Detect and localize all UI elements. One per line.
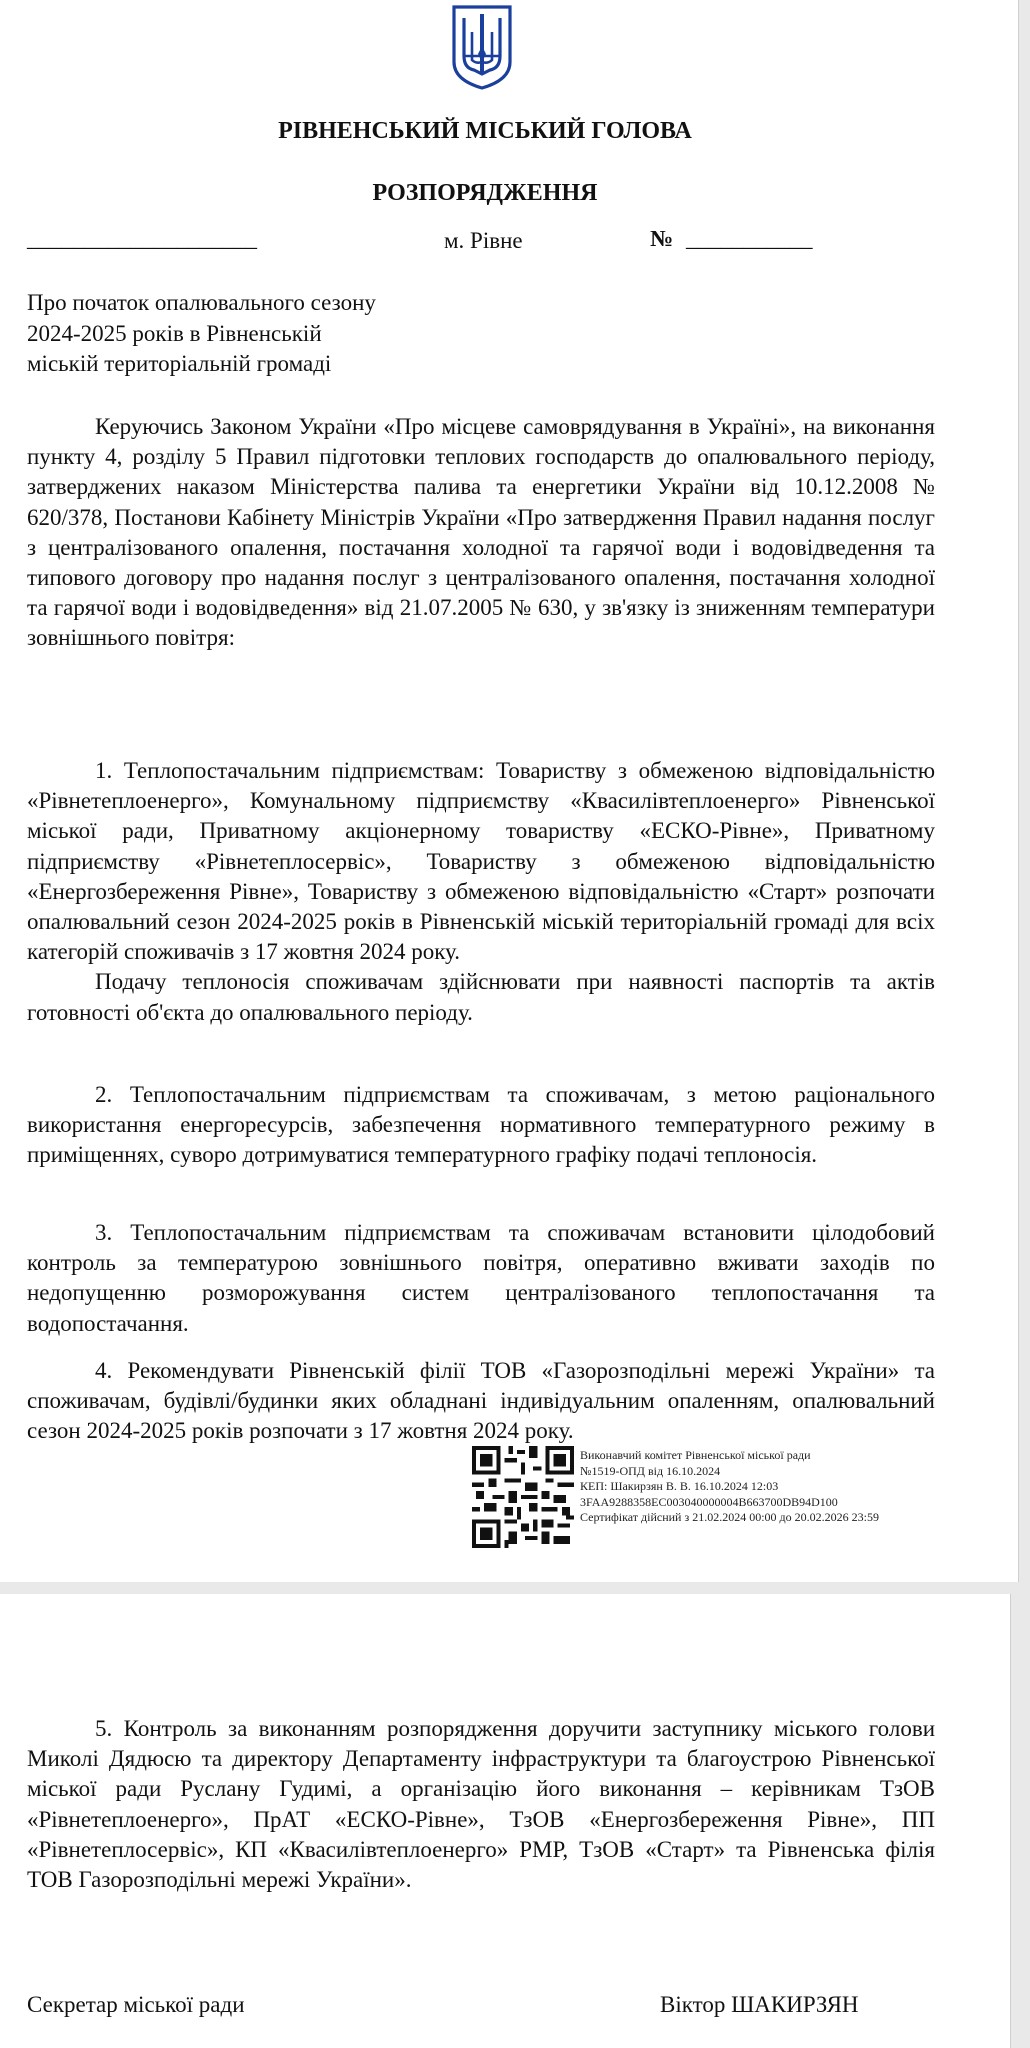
- subject-line: 2024-2025 років в Рівненській: [27, 320, 322, 346]
- item-2: 2. Теплопостачальним підприємствам та споживачам, з метою раціонального використання енергоресурсів, забезпечення нормативного температурного режиму в приміщеннях, суворо дотримуватися температурного графіку подачі теплоносія.: [27, 1082, 935, 1168]
- subject-line: міській територіальній громаді: [27, 351, 332, 376]
- signature-name: Віктор ШАКИРЗЯН: [660, 1992, 859, 2017]
- item-3: 3. Теплопостачальним підприємствам та споживачам встановити цілодобовий контроль за температурою зовнішнього повітря, оперативно вживати заходів по недопущенню розморожування систем централізованого теплопостачання та водопостачання.: [27, 1220, 935, 1336]
- subject-block: [27, 288, 376, 380]
- stamp-line: №1519-ОПД від 16.10.2024: [580, 1463, 721, 1478]
- subject-line: Про початок опалювального сезону: [27, 290, 376, 315]
- item-5: 5. Контроль за виконанням розпорядження доручити заступнику міського голови Миколі Дядюсю та директору Департаменту інфраструктури та благоустрою Рівненської міської ради Руслану Гудимі, а організацію його виконання – керівникам ТзОВ «Рівнетеплоенерго», ПрАТ «ЕСКО-Рівне», ТзОВ «Енергозбереження Рівне», ПП «Рівнетеплосервіс», КП «Квасилівтеплоенерго» РМР, ТзОВ «Старт» та Рівненська філія ТОВ Газорозподільні мережі України».: [27, 1716, 935, 1893]
- stamp-line: 3FAA9288358EC003040000004B663700DB94D100: [580, 1494, 838, 1509]
- city-label: м. Рівне: [444, 228, 523, 253]
- coat-of-arms-icon: [450, 4, 514, 90]
- preamble: Керуючись Законом України «Про місцеве самоврядування в Україні», на виконання пункту 4, розділу 5 Правил підготовки теплових господарств до опалювального періоду, затверджених наказом Міністерства палива та енергетики України від 10.12.2008 № 620/378, Постанови Кабінету Міністрів України «Про затвердження Правил надання послуг з централізованого опалення, постачання холодної та гарячої води і водовідведення та типового договору про надання послуг з централізованого опалення, постачання холодної та гарячої води і водовідведення» від 21.07.2005 № 630, у зв'язку із зниженням температури зовнішнього повітря:: [27, 414, 935, 651]
- stamp-line: КЕП: Шакирзян В. В. 16.10.2024 12:03: [580, 1479, 779, 1493]
- item-4: 4. Рекомендувати Рівненській філії ТОВ «Газорозподільні мережі України» та споживачам, будівлі/будинки яких обладнані індивідуальним опаленням, опалювальний сезон 2024-2025 років розпочати з 17 жовтня 2024 року.: [27, 1358, 935, 1444]
- document-page-2: [0, 1594, 1011, 2048]
- date-line: ____________________: [27, 226, 257, 251]
- number-line: ___________: [686, 226, 813, 251]
- qr-code-icon: [472, 1446, 574, 1548]
- digital-signature-stamp: [580, 1448, 1000, 1526]
- item-1: 1. Теплопостачальним підприємствам: Товариству з обмеженою відповідальністю «Рівнетеплоенерго», Комунальному підприємству «Квасилівтеплоенерго» Рівненської міської ради, Приватному акціонерному товариству «ЕСКО-Рівне», Приватному підприємству «Рівнетеплосервіс», Товариству з обмеженою відповідальністю «Енергозбереження Рівне», Товариству з обмеженою відповідальністю «Старт» розпочати опалювальний сезон 2024-2025 років в Рівненській міській територіальній громаді для всіх категорій споживачів з 17 жовтня 2024 року. Подачу теплоносія споживачам здійснювати при наявності паспортів та актів готовності об'єкта до опалювального періоду.: [27, 756, 935, 1028]
- number-label: №: [650, 226, 674, 251]
- item-1-continuation: Подачу теплоносія споживачам здійснювати при наявності паспортів та актів готовності об'єкта до опалювального періоду.: [27, 969, 935, 1025]
- stamp-line: Виконавчий комітет Рівненської міської ради: [580, 1448, 811, 1462]
- signature-position: Секретар міської ради: [27, 1992, 245, 2017]
- issuer-title: РІВНЕНСЬКИЙ МІСЬКИЙ ГОЛОВА: [278, 118, 692, 144]
- document-type: РОЗПОРЯДЖЕННЯ: [372, 180, 598, 206]
- stamp-line: Сертифікат дійсний з 21.02.2024 00:00 до 20.02.2026 23:59: [580, 1510, 879, 1524]
